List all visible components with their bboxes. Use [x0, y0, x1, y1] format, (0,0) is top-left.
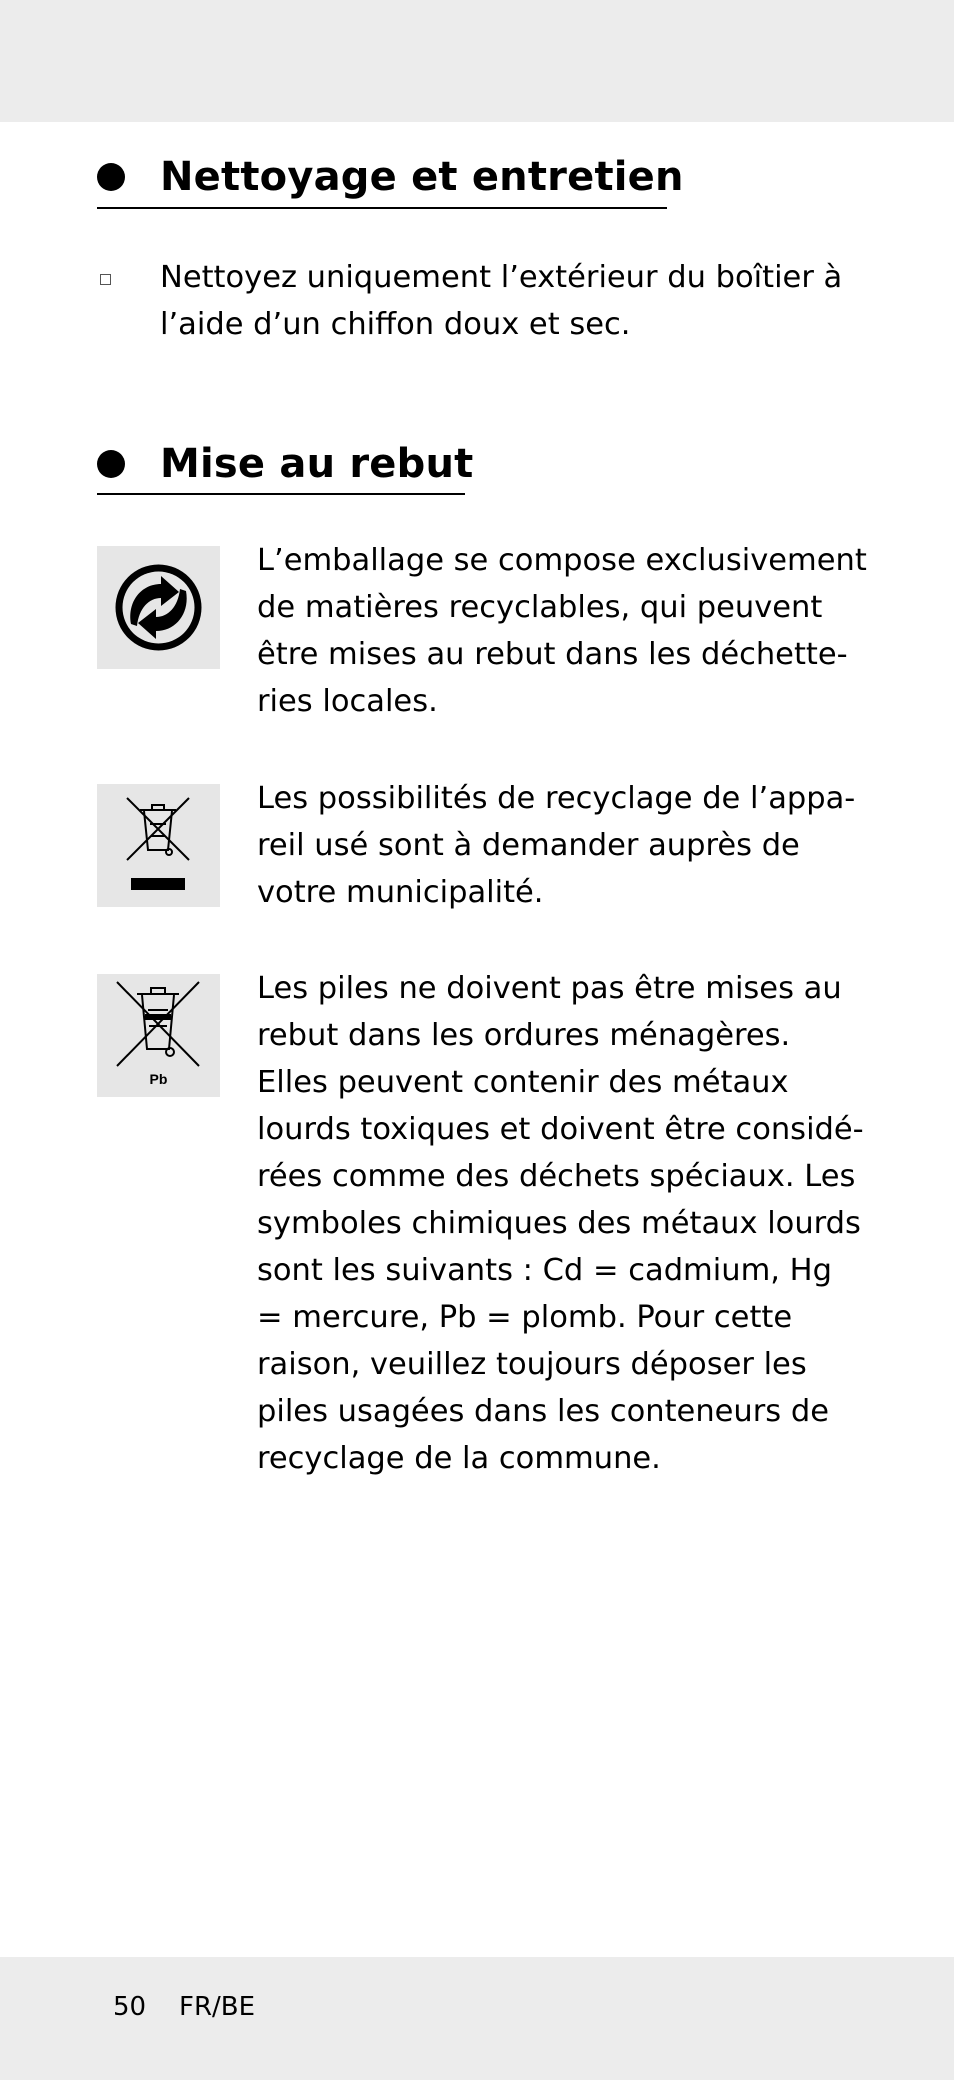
- pb-label: Pb: [149, 1071, 168, 1087]
- text-line: symboles chimiques des métaux lourds: [257, 1206, 861, 1241]
- heading-underline: [97, 493, 465, 495]
- cleaning-paragraph: [160, 254, 842, 348]
- text-line: rées comme des déchets spéciaux. Les: [257, 1159, 856, 1194]
- header-band: [0, 0, 954, 122]
- disposal-item-text: [257, 965, 864, 1482]
- bullet-dot-icon: [97, 450, 125, 478]
- recycling-green-dot-icon: [97, 546, 220, 669]
- text-line: Les piles ne doivent pas être mises au: [257, 971, 842, 1006]
- crossed-bin-battery-pb-icon: [97, 974, 220, 1097]
- text-line: lourds toxiques et doivent être considé-: [257, 1112, 864, 1147]
- text-line: être mises au rebut dans les déchette-: [257, 637, 848, 672]
- text-line: Nettoyez uniquement l’extérieur du boîtier à: [160, 260, 843, 295]
- text-line: reil usé sont à demander auprès de: [257, 828, 800, 863]
- text-line: recyclage de la commune.: [257, 1441, 661, 1476]
- page-number: 50: [113, 1992, 147, 2022]
- section-title: Mise au rebut: [160, 441, 474, 487]
- text-line: rebut dans les ordures ménagères.: [257, 1018, 791, 1053]
- text-line: raison, veuillez toujours déposer les: [257, 1347, 807, 1382]
- disposal-item-text: [257, 775, 855, 916]
- text-line: piles usagées dans les conteneurs de: [257, 1394, 829, 1429]
- section-title: Nettoyage et entretien: [160, 154, 684, 200]
- text-line: de matières recyclables, qui peuvent: [257, 590, 823, 625]
- text-line: = mercure, Pb = plomb. Pour cette: [257, 1300, 793, 1335]
- text-line: l’aide d’un chiffon doux et sec.: [160, 307, 631, 342]
- disposal-item-text: [257, 537, 867, 725]
- text-line: ries locales.: [257, 684, 438, 719]
- text-line: Les possibilités de recyclage de l’appa-: [257, 781, 856, 816]
- text-line: sont les suivants : Cd = cadmium, Hg: [257, 1253, 832, 1288]
- heading-underline: [97, 207, 667, 209]
- text-line: Elles peuvent contenir des métaux: [257, 1065, 789, 1100]
- bullet-dot-icon: [97, 163, 125, 191]
- crossed-bin-weee-icon: [97, 784, 220, 907]
- section-heading-cleaning: [97, 154, 684, 200]
- section-heading-disposal: [97, 441, 474, 487]
- locale-label: FR/BE: [179, 1992, 256, 2022]
- checkbox-bullet-icon: [100, 274, 111, 285]
- text-line: L’emballage se compose exclusivement: [257, 543, 867, 578]
- text-line: votre municipalité.: [257, 875, 544, 910]
